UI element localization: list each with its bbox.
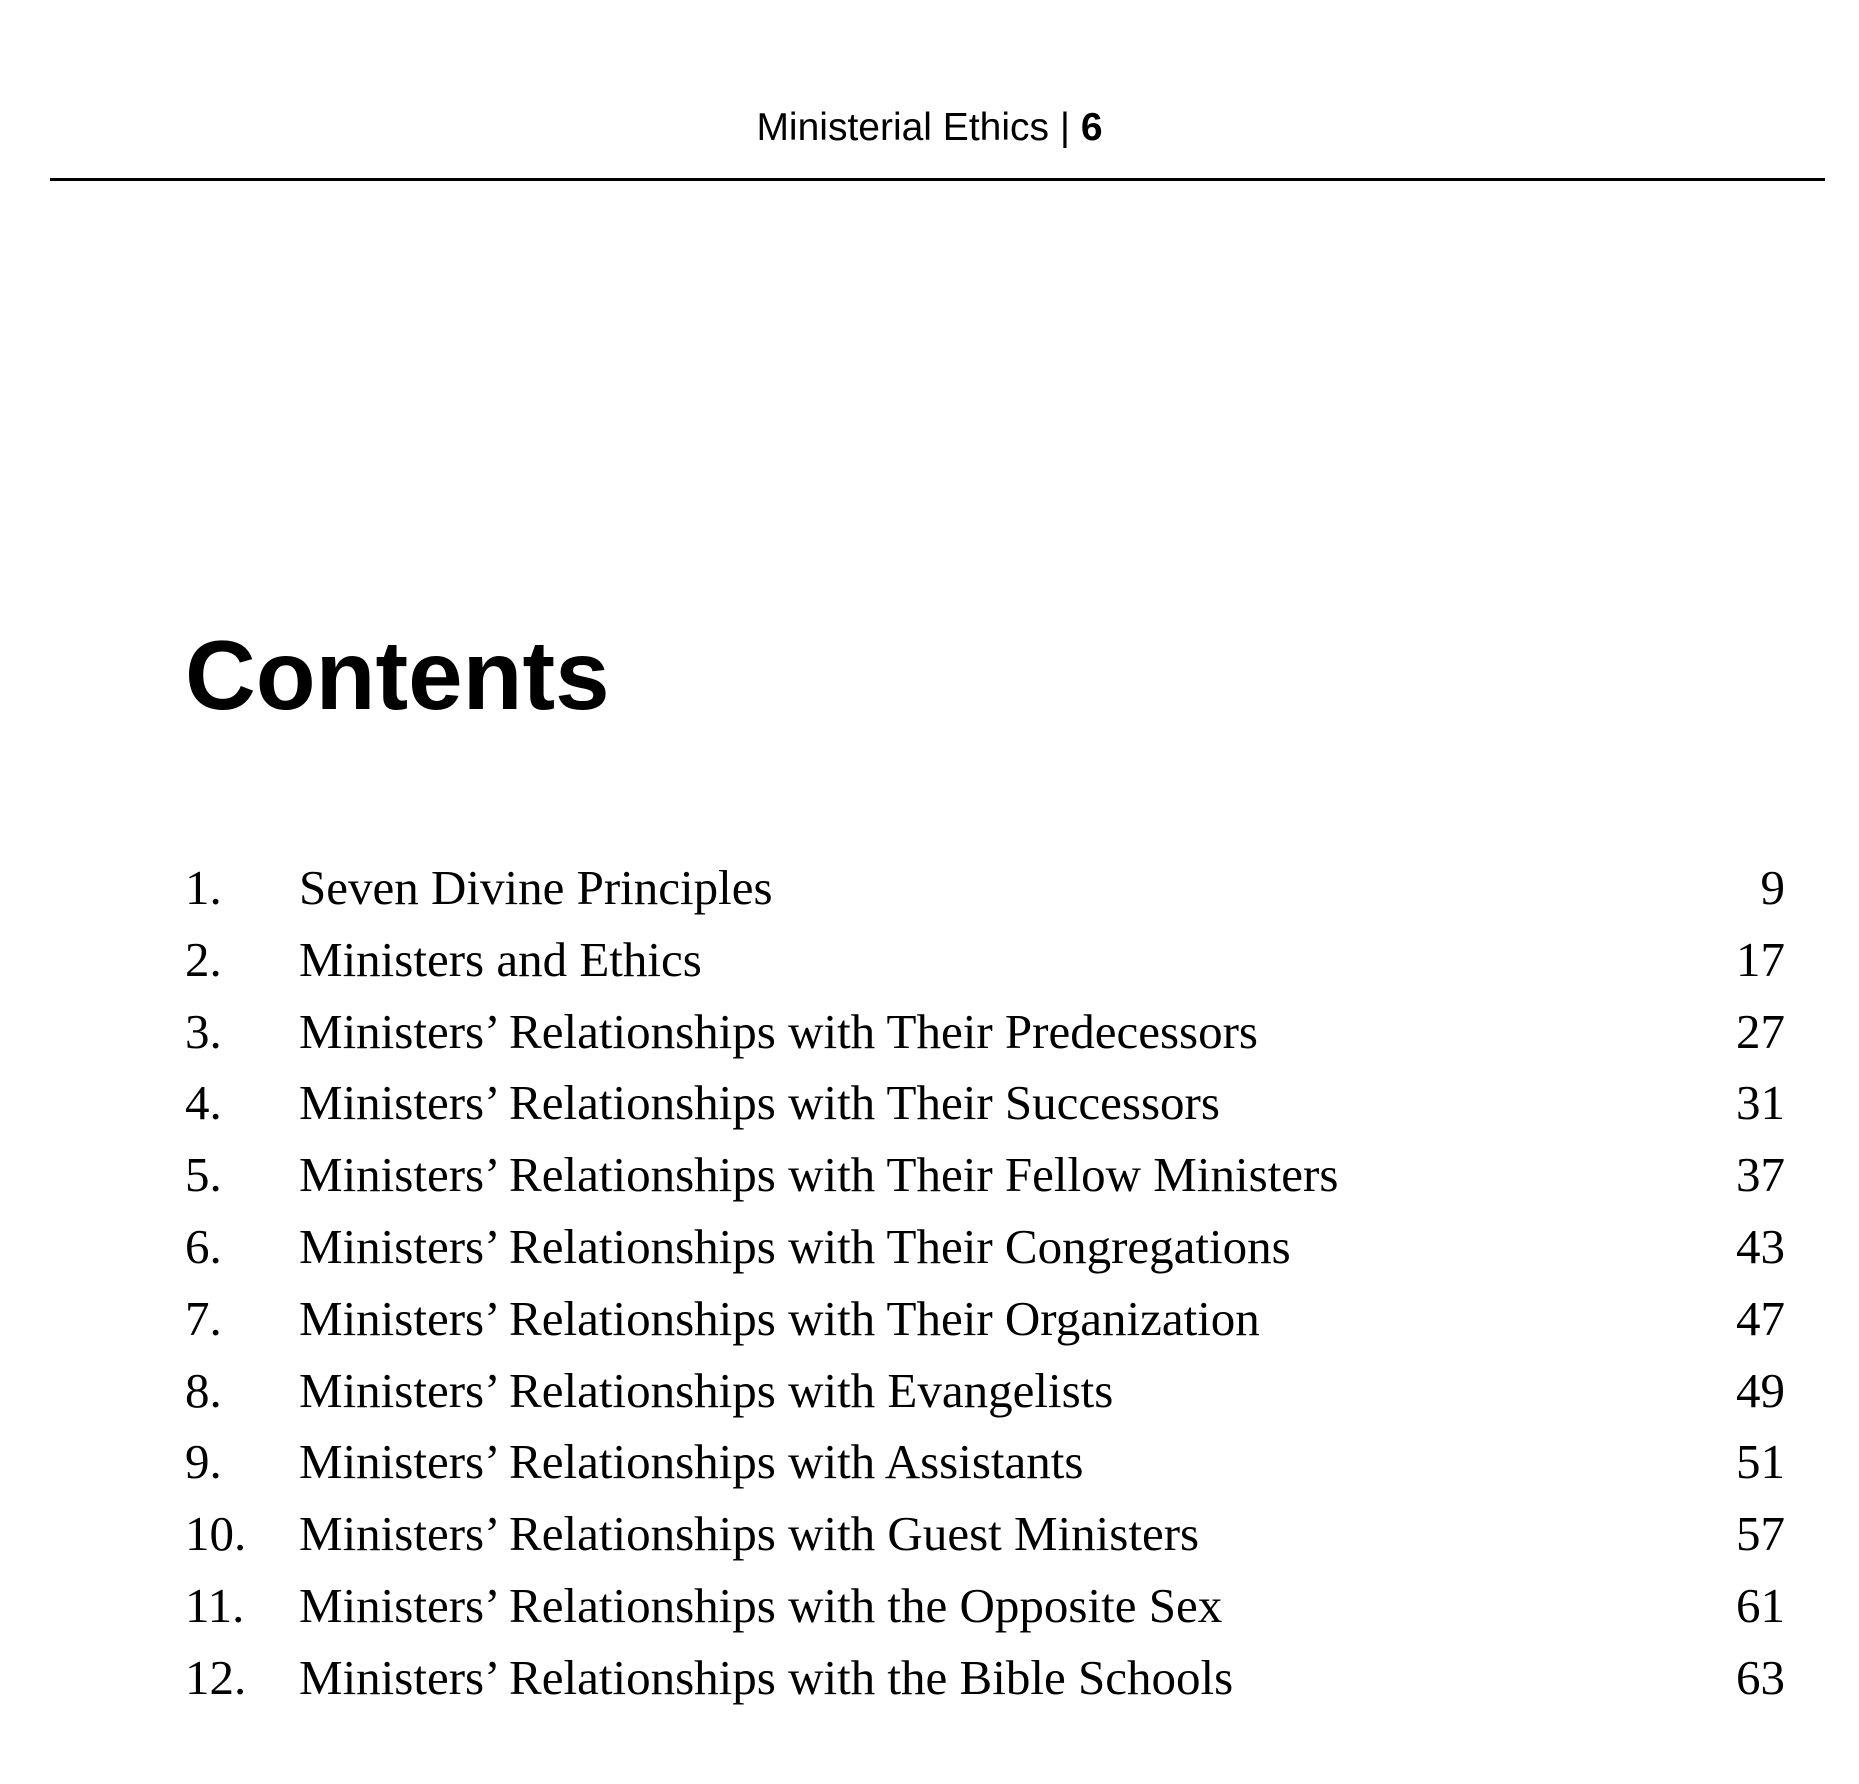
toc-entry-title: Ministers’ Relationships with Assistants (299, 1434, 1084, 1490)
table-of-contents (185, 852, 1785, 1714)
toc-entry-title: Ministers’ Relationships with the Opposite Sex (299, 1577, 1223, 1633)
toc-entry-number: 11. (185, 1577, 245, 1633)
toc-entry-number: 6. (185, 1218, 222, 1274)
toc-entry-page: 31 (1736, 1075, 1785, 1131)
toc-entry-page: 47 (1736, 1290, 1785, 1346)
toc-entry-title: Ministers’ Relationships with Their Fellow Ministers (299, 1147, 1339, 1203)
toc-entry[interactable] (185, 1426, 1785, 1498)
toc-entry-number: 1. (185, 860, 222, 915)
toc-entry-title: Ministers’ Relationships with Their Predecessors (299, 1003, 1258, 1059)
toc-entry-number: 7. (185, 1290, 222, 1346)
toc-entry[interactable] (185, 1211, 1785, 1283)
toc-entry-page: 43 (1736, 1218, 1785, 1274)
toc-entry-title: Seven Divine Principles (299, 860, 773, 915)
toc-entry[interactable] (185, 924, 1785, 996)
toc-entry-number: 10. (185, 1506, 247, 1562)
toc-entry-title: Ministers’ Relationships with Their Successors (299, 1075, 1220, 1131)
toc-entry-page: 51 (1736, 1434, 1785, 1490)
toc-entry-page: 27 (1736, 1003, 1785, 1059)
toc-entry-title: Ministers’ Relationships with Their Organization (299, 1290, 1260, 1346)
toc-entry-title: Ministers’ Relationships with Guest Ministers (299, 1506, 1200, 1562)
toc-entry-number: 4. (185, 1075, 222, 1131)
toc-entry-title: Ministers’ Relationships with Evangelists (299, 1362, 1114, 1418)
toc-entry-number: 5. (185, 1147, 222, 1203)
toc-entry-page: 37 (1736, 1147, 1785, 1203)
toc-entry[interactable] (185, 1283, 1785, 1355)
toc-entry-number: 2. (185, 931, 222, 987)
toc-entry-title: Ministers’ Relationships with the Bible Schools (299, 1649, 1234, 1705)
toc-entry[interactable] (185, 1067, 1785, 1139)
toc-entry[interactable] (185, 996, 1785, 1068)
toc-entry[interactable] (185, 1355, 1785, 1427)
toc-entry-page: 49 (1736, 1362, 1785, 1418)
running-header-separator: | (1059, 106, 1070, 149)
toc-entry-page: 63 (1736, 1649, 1785, 1705)
toc-entry-title: Ministers’ Relationships with Their Congregations (299, 1218, 1291, 1274)
toc-entry[interactable] (185, 1139, 1785, 1211)
running-header-title: Ministerial Ethics (756, 106, 1050, 149)
toc-entry-title: Ministers and Ethics (299, 931, 702, 987)
header-rule (50, 178, 1825, 181)
toc-entry-page: 17 (1736, 931, 1785, 987)
contents-heading: Contents (185, 620, 610, 730)
running-header (0, 104, 1859, 152)
toc-entry-number: 12. (185, 1649, 247, 1705)
toc-entry-page: 57 (1736, 1506, 1785, 1562)
toc-entry-number: 3. (185, 1003, 222, 1059)
page-number: 6 (1080, 106, 1103, 149)
toc-entry[interactable] (185, 1498, 1785, 1570)
toc-entry[interactable] (185, 1570, 1785, 1642)
toc-entry-page: 9 (1760, 860, 1785, 915)
toc-entry-number: 8. (185, 1362, 222, 1418)
toc-entry[interactable] (185, 1642, 1785, 1714)
toc-entry-number: 9. (185, 1434, 222, 1490)
toc-entry-page: 61 (1736, 1577, 1785, 1633)
toc-entry[interactable] (185, 852, 1785, 924)
